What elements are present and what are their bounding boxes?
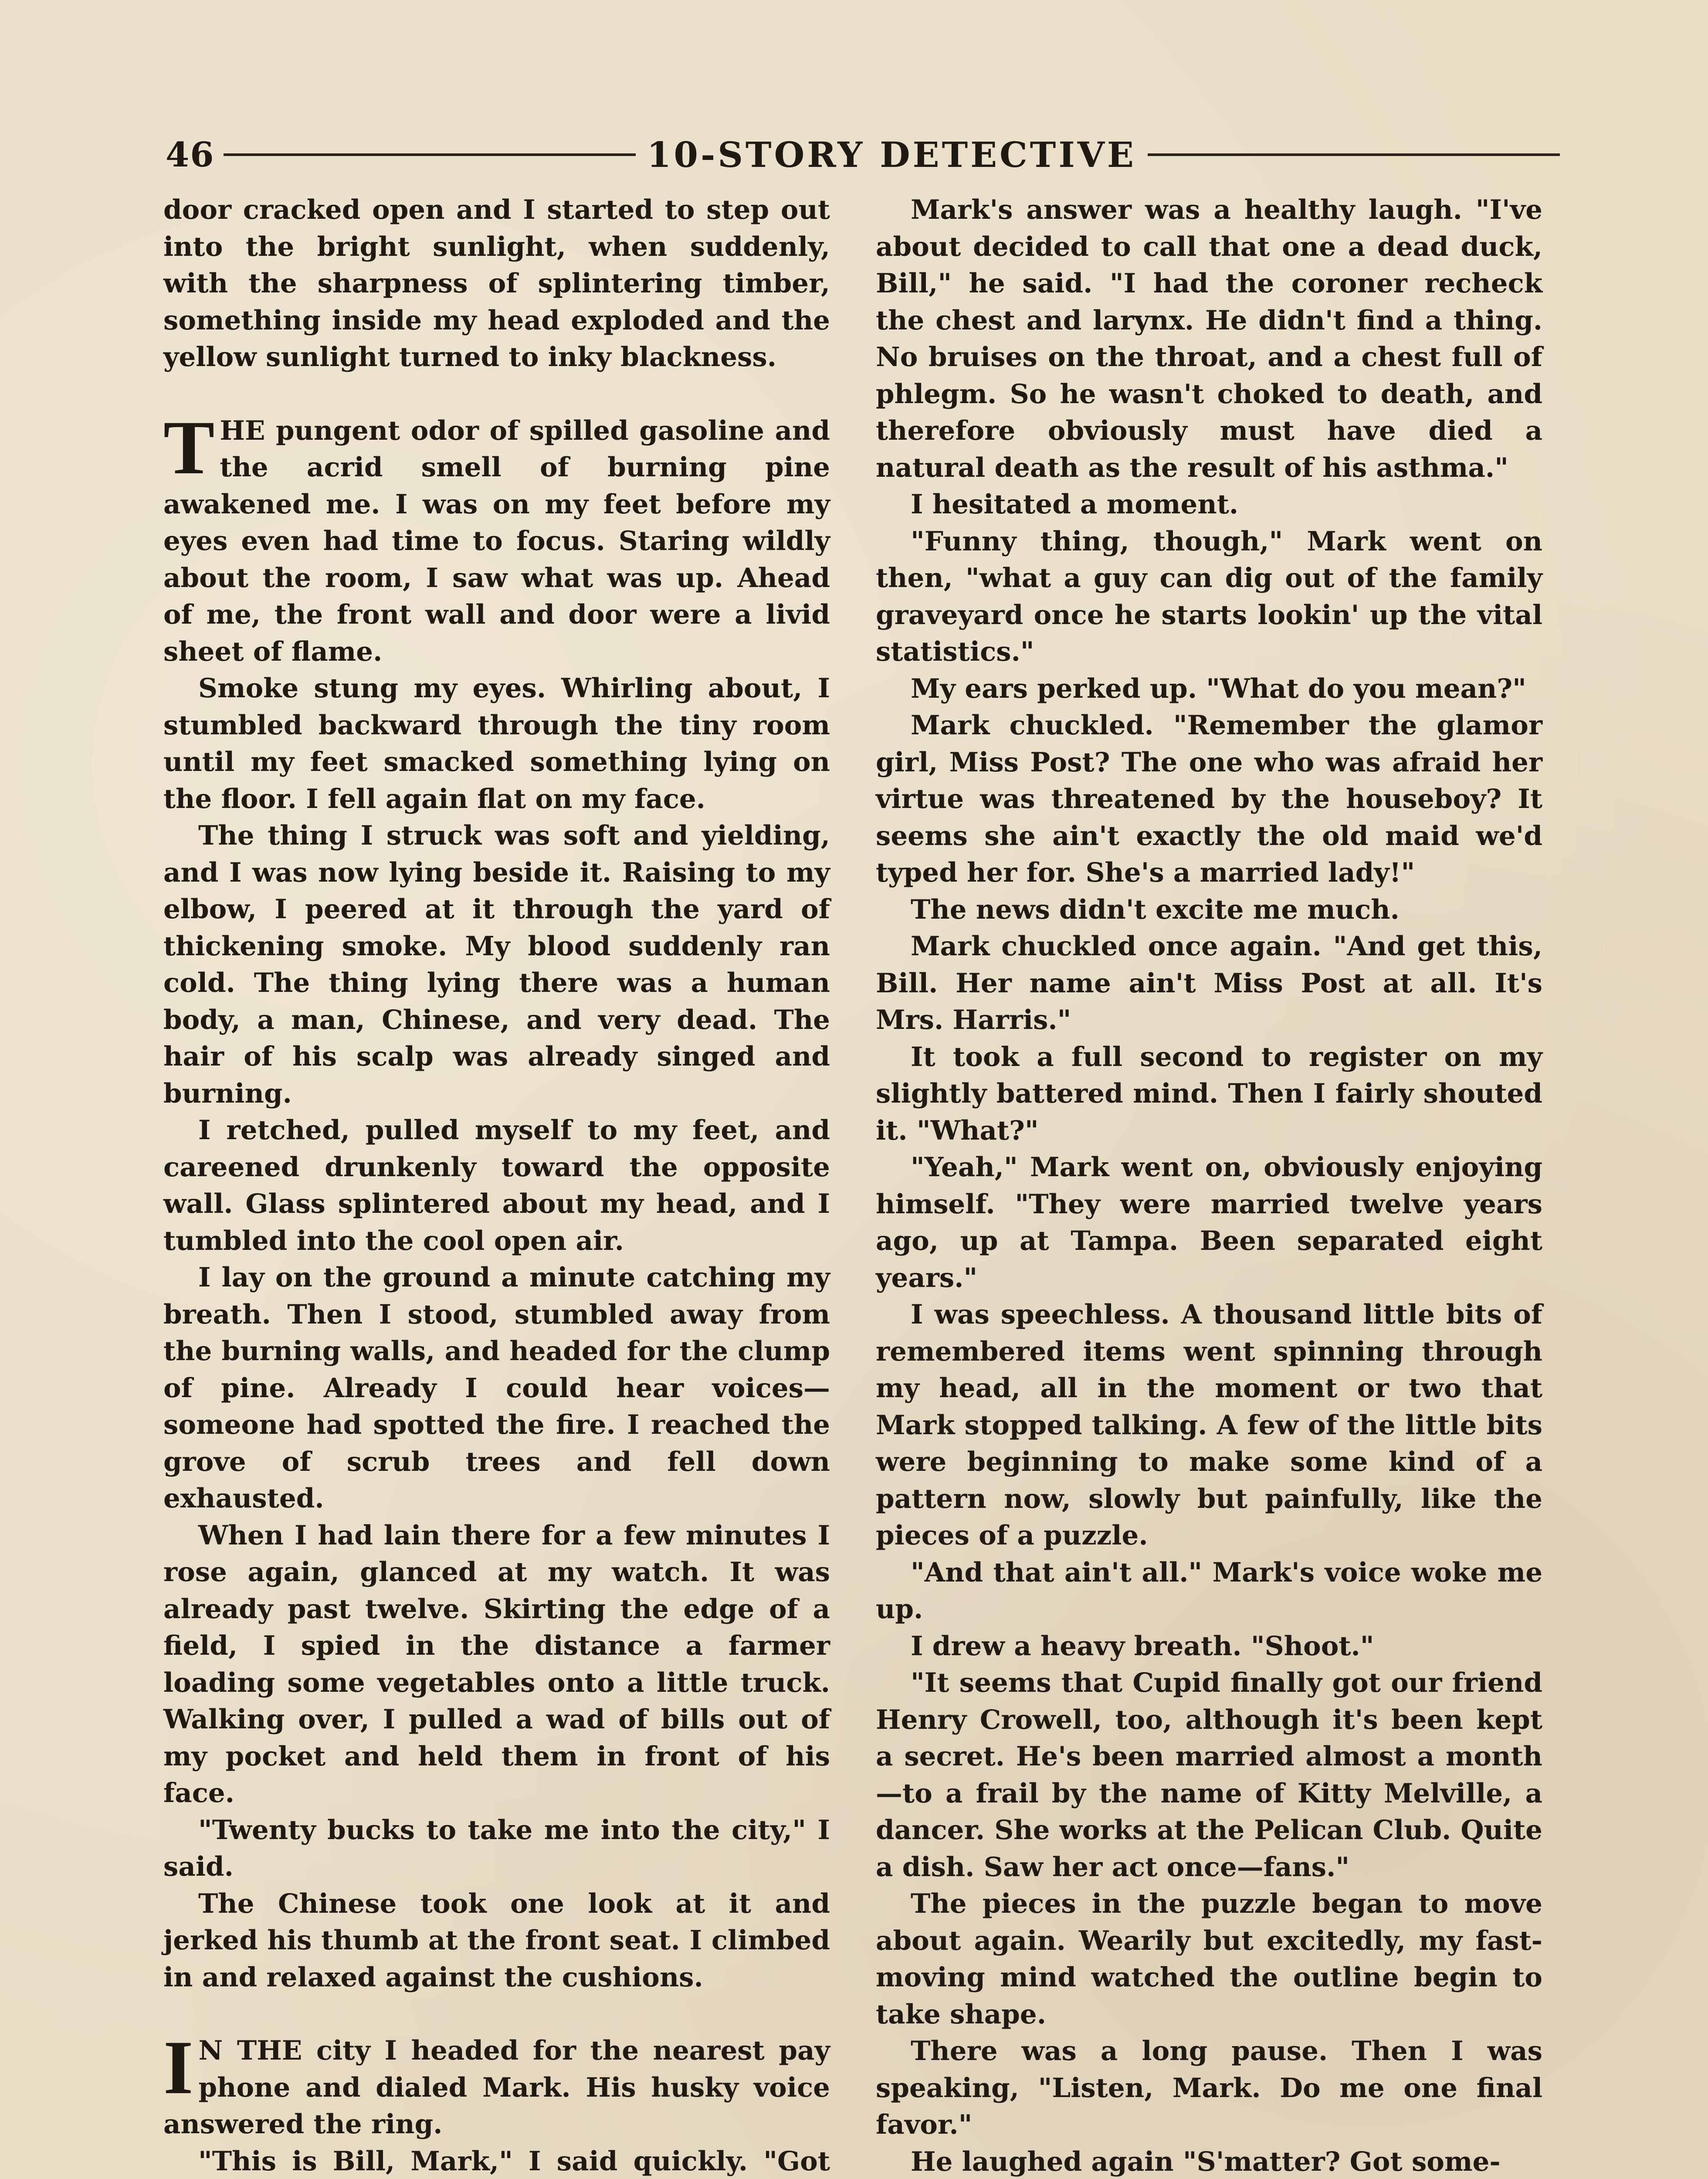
paragraph-text: HE pungent odor of spilled gasoline and the acrid smell of burning pine awakened me. I was on my feet before my eyes even had time to focus. Staring wildly about the room, I saw what was up. Ahead of me, the front wall and door were a livid sheet of flame. bbox=[163, 415, 830, 667]
paragraph: When I had lain there for a few minutes I rose again, glanced at my watch. It was already past twelve. Skirting the edge of a field, I spied in the distance a farmer loading some vegetables onto a little truck. Walking over, I pulled a wad of bills out of my pocket and held them in front of his face. bbox=[163, 1520, 830, 1809]
paragraph: "And that ain't all." Mark's voice woke me up. bbox=[876, 1557, 1542, 1625]
paragraph-with-dropcap bbox=[163, 405, 830, 671]
page-header bbox=[166, 131, 1560, 179]
dropcap: T bbox=[163, 405, 215, 490]
magazine-title: 10-STORY DETECTIVE bbox=[647, 134, 1136, 175]
paragraph: Mark chuckled once again. "And get this, Bill. Her name ain't Miss Post at all. It's Mrs. Harris." bbox=[876, 931, 1542, 1035]
dropcap: I bbox=[163, 2025, 193, 2110]
paragraph-with-dropcap bbox=[163, 2025, 830, 2143]
header-rule-left bbox=[224, 153, 636, 156]
paragraph: My ears perked up. "What do you mean?" bbox=[911, 673, 1526, 704]
paragraph: I drew a heavy breath. "Shoot." bbox=[911, 1630, 1374, 1662]
left-column bbox=[163, 192, 830, 2179]
paragraph: I retched, pulled myself to my feet, and careened drunkenly toward the opposite wall. Glass splintered about my head, and I tumbled into the cool open air. bbox=[163, 1115, 830, 1256]
right-column bbox=[876, 192, 1542, 2179]
paragraph: "Twenty bucks to take me into the city," I said. bbox=[163, 1814, 830, 1882]
paragraph: "This is Bill, Mark," I said quickly. "Got bbox=[198, 2145, 830, 2177]
paragraph: Mark's answer was a healthy laugh. "I've about decided to call that one a dead duck, Bill," he said. "I had the coroner recheck the chest and larynx. He didn't find a thing. No bruises on the throat, and a chest full of phlegm. So he wasn't choked to death, and therefore obviously must have died a natural death as the result of his asthma." bbox=[876, 194, 1542, 483]
paragraph: Smoke stung my eyes. Whirling about, I stumbled backward through the tiny room until my feet smacked something lying on the floor. I fell again flat on my face. bbox=[163, 673, 830, 815]
paragraph: There was a long pause. Then I was speaking, "Listen, Mark. Do me one final favor." bbox=[876, 2036, 1542, 2140]
paragraph: Mark chuckled. "Remember the glamor girl, Miss Post? The one who was afraid her virtue was threatened by the houseboy? It seems she ain't exactly the old maid we'd typed her for. She's a married lady!" bbox=[876, 710, 1542, 888]
paragraph: The pieces in the puzzle began to move about again. Wearily but excitedly, my fast-moving mind watched the outline begin to take shape. bbox=[876, 1888, 1542, 2030]
paragraph: It took a full second to register on my slightly battered mind. Then I fairly shouted it. "What?" bbox=[876, 1041, 1542, 1146]
paragraph: "It seems that Cupid finally got our friend Henry Crowell, too, although it's been kept a secret. He's been married almost a month—to a frail by the name of Kitty Melville, a dancer. She works at the Pelican Club. Quite a dish. Saw her act once—fans." bbox=[876, 1667, 1542, 1883]
paragraph: "Yeah," Mark went on, obviously enjoying himself. "They were married twelve years ago, up at Tampa. Been separated eight years." bbox=[876, 1152, 1542, 1293]
page-number: 46 bbox=[166, 135, 215, 175]
header-rule-right bbox=[1148, 153, 1560, 156]
paragraph: The Chinese took one look at it and jerked his thumb at the front seat. I climbed in and relaxed against the cushions. bbox=[163, 1888, 830, 1993]
paragraph: He laughed again "S'matter? Got some- bbox=[911, 2146, 1501, 2177]
paragraph-text: N THE city I headed for the nearest pay phone and dialed Mark. His husky voice answered the ring. bbox=[163, 2035, 830, 2140]
paragraph: I lay on the ground a minute catching my breath. Then I stood, stumbled away from the burning walls, and headed for the clump of pine. Already I could hear voices—someone had spotted the fire. I reached the grove of scrub trees and fell down exhausted. bbox=[163, 1262, 830, 1514]
paragraph: "Funny thing, though," Mark went on then, "what a guy can dig out of the family graveyard once he starts lookin' up the vital statistics." bbox=[876, 526, 1542, 667]
paragraph: I hesitated a moment. bbox=[911, 489, 1239, 520]
paragraph: The thing I struck was soft and yielding, and I was now lying beside it. Raising to my elbow, I peered at it through the yard of thickening smoke. My blood suddenly ran cold. The thing lying there was a human body, a man, Chinese, and very dead. The hair of his scalp was already singed and burning. bbox=[163, 820, 830, 1109]
paragraph: The news didn't excite me much. bbox=[911, 894, 1400, 925]
paragraph: I was speechless. A thousand little bits of remembered items went spinning through my head, all in the moment or two that Mark stopped talking. A few of the little bits were beginning to make some kind of a pattern now, slowly but painfully, like the pieces of a puzzle. bbox=[876, 1299, 1542, 1551]
paragraph: door cracked open and I started to step out into the bright sunlight, when suddenly, with the sharpness of splintering timber, something inside my head exploded and the yellow sunlight turned to inky blackness. bbox=[163, 194, 830, 373]
